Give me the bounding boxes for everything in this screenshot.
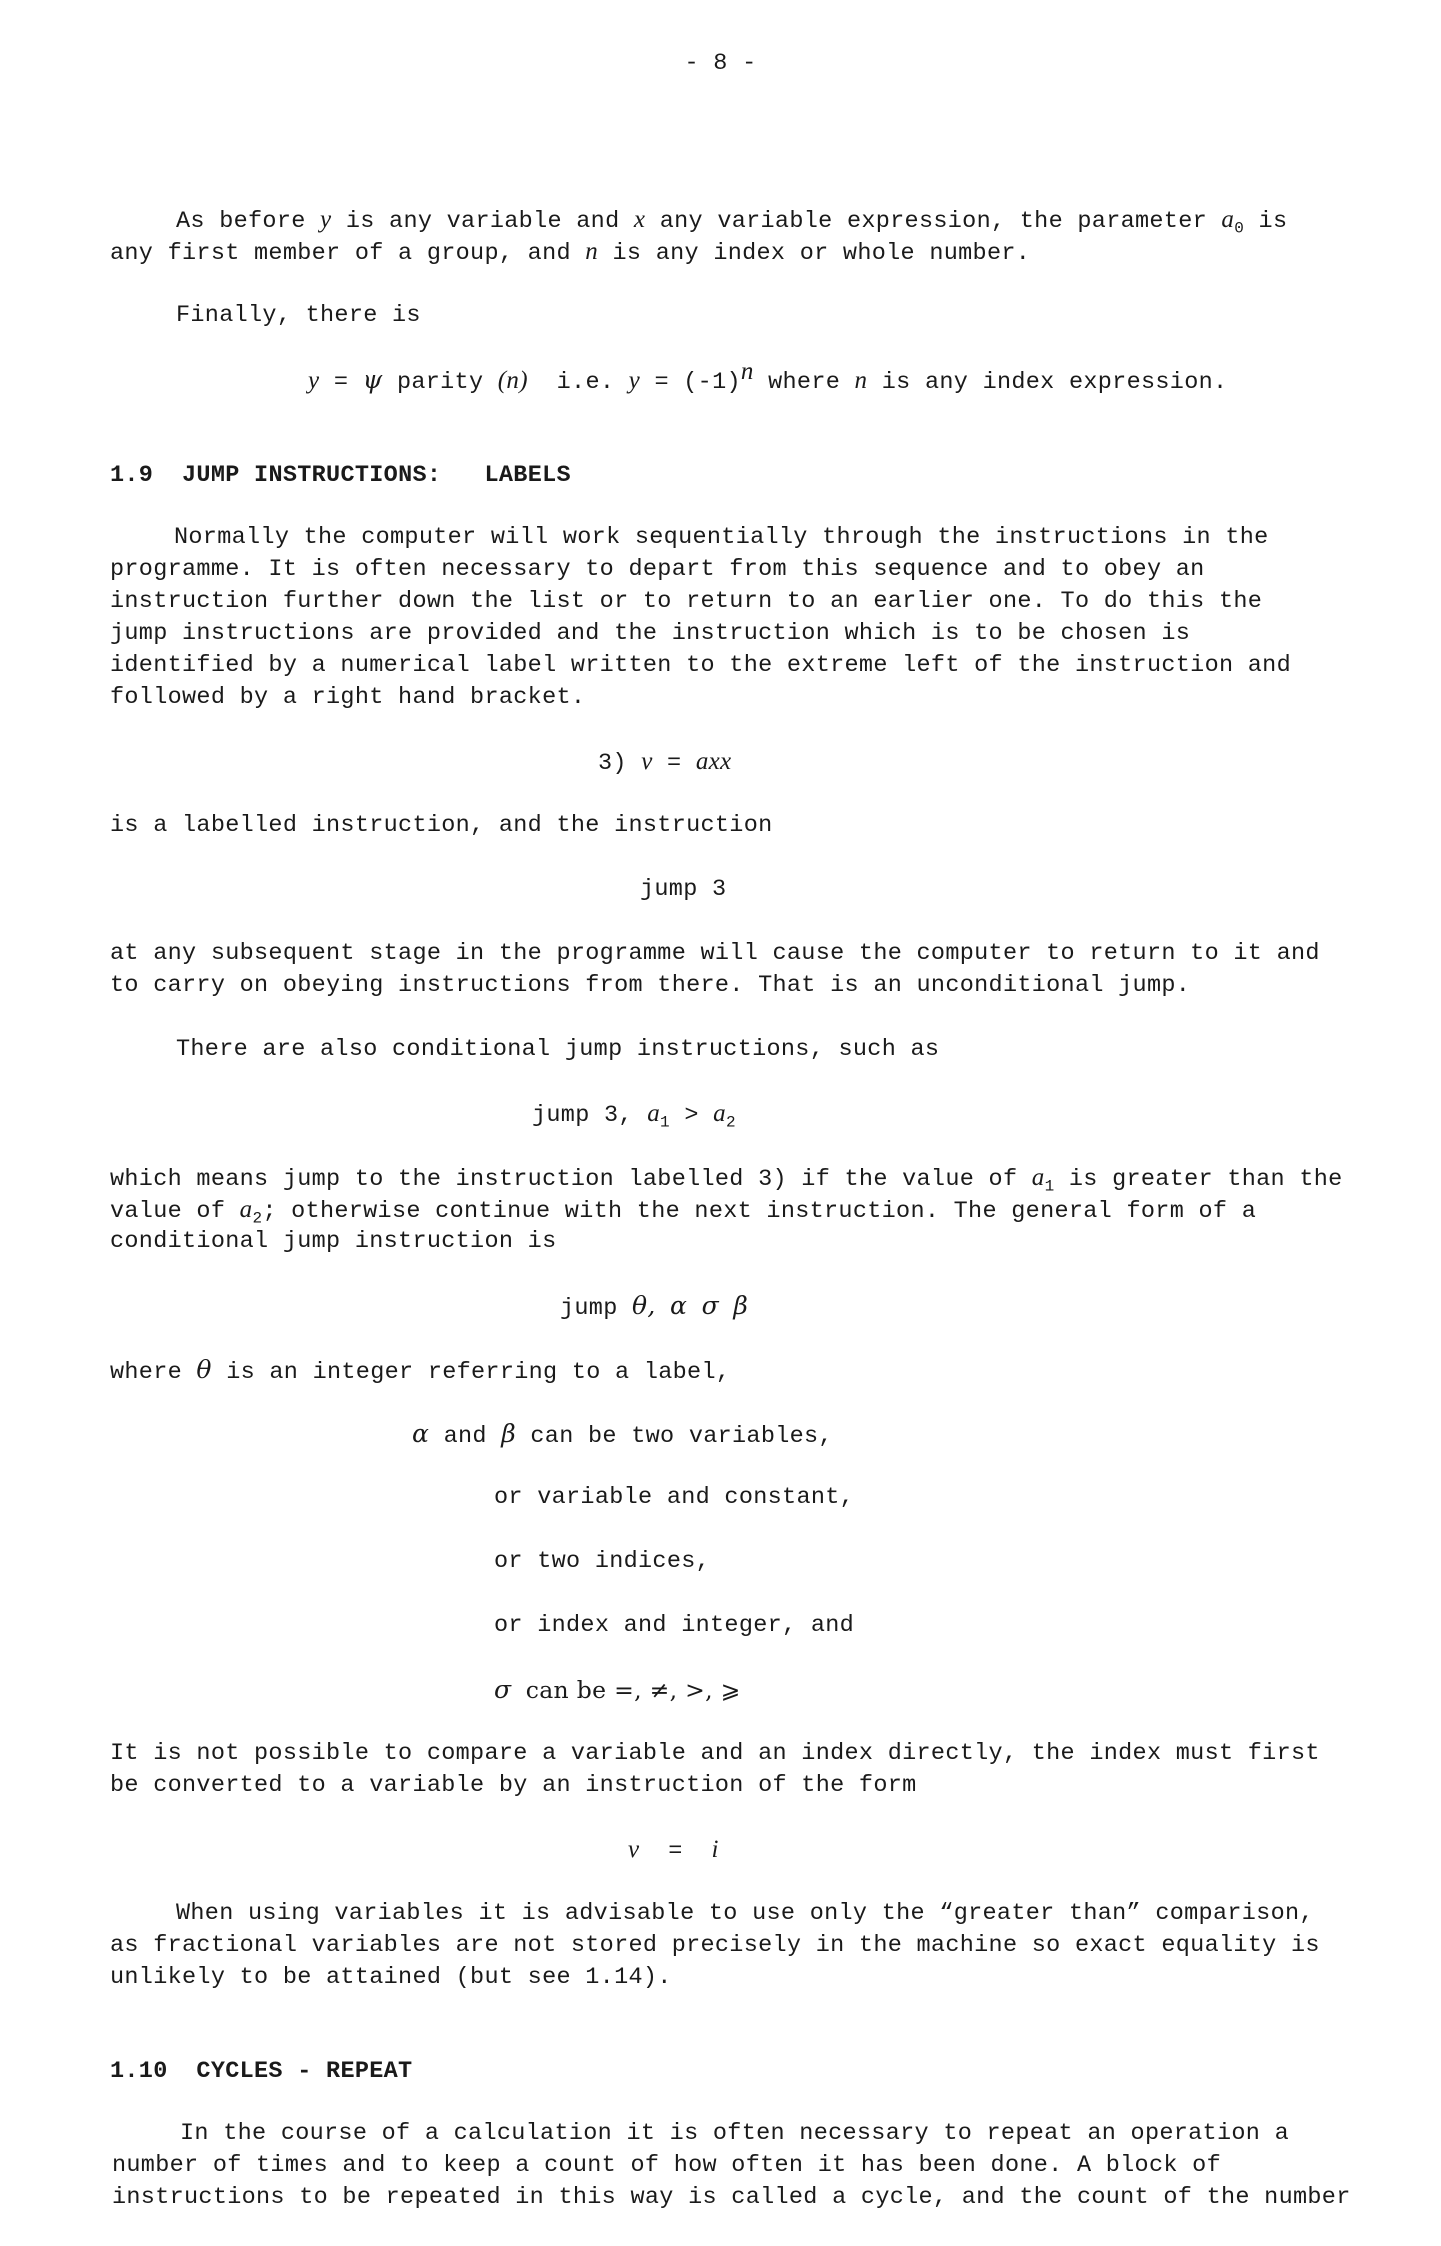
paragraph-line: followed by a right hand bracket. — [110, 684, 586, 711]
paragraph-line: There are also conditional jump instructions, such as — [176, 1036, 940, 1063]
formula-parity: y = ψ parity (n) i.e. $y = (-1)^n$ where n is any index expression. — [308, 358, 1228, 396]
paragraph-line: unlikely to be attained (but see 1.14). — [110, 1964, 672, 1991]
paragraph-line: Finally, there is — [176, 302, 421, 329]
paragraph-line: instructions to be repeated in this way is called a cycle, and the count of the number — [112, 2184, 1351, 2211]
paragraph-line: number of times and to keep a count of how often it has been done. A block of — [112, 2152, 1221, 2179]
paragraph-line: value of $a_2$; otherwise continue with the next instruction. The general form of a — [110, 1196, 1257, 1228]
paragraph-line: be converted to a variable by an instruction of the form — [110, 1772, 917, 1799]
example-general-form: jump θ, α σ β — [560, 1291, 749, 1322]
page-number: - 8 - — [684, 50, 757, 77]
example-jump: jump 3 — [640, 876, 727, 903]
paragraph-line: at any subsequent stage in the programme will cause the computer to return to it and — [110, 940, 1320, 967]
paragraph-line: As before y is any variable and x any variable expression, the parameter $a_0$ is — [176, 206, 1288, 238]
list-item: or index and integer, and — [494, 1612, 855, 1639]
list-item: α and β can be two variables, — [412, 1419, 833, 1450]
paragraph-line: is a labelled instruction, and the instruction — [110, 812, 773, 839]
paragraph-line: where θ is an integer referring to a label, — [110, 1355, 731, 1386]
paragraph-line: any first member of a group, and n is any index or whole number. — [110, 238, 1031, 267]
section-heading-1-9: 1.9 JUMP INSTRUCTIONS: LABELS — [110, 462, 571, 489]
paragraph-line: identified by a numerical label written to the extreme left of the instruction and — [110, 652, 1291, 679]
paragraph-line: Normally the computer will work sequentially through the instructions in the — [174, 524, 1269, 551]
list-item: or two indices, — [494, 1548, 711, 1575]
paragraph-line: instruction further down the list or to return to an earlier one. To do this the — [110, 588, 1263, 615]
paragraph-line: When using variables it is advisable to use only the “greater than” comparison, — [176, 1900, 1314, 1927]
example-conversion: v = i — [628, 1836, 719, 1865]
example-labelled-instruction: 3) v = axx — [598, 748, 732, 777]
example-conditional-jump: jump 3, $a_1 > a_2$ — [532, 1100, 736, 1132]
list-item: or variable and constant, — [494, 1484, 855, 1511]
paragraph-line: as fractional variables are not stored precisely in the machine so exact equality is — [110, 1932, 1320, 1959]
list-item: σ can be =, ≠, >, ⩾ — [494, 1675, 741, 1704]
paragraph-line: It is not possible to compare a variable and an index directly, the index must first — [110, 1740, 1320, 1767]
section-heading-1-10: 1.10 CYCLES - REPEAT — [110, 2058, 413, 2085]
paragraph-line: to carry on obeying instructions from there. That is an unconditional jump. — [110, 972, 1191, 999]
paragraph-line: jump instructions are provided and the instruction which is to be chosen is — [110, 620, 1191, 647]
paragraph-line: In the course of a calculation it is often necessary to repeat an operation a — [180, 2120, 1289, 2147]
paragraph-line: conditional jump instruction is — [110, 1228, 557, 1255]
paragraph-line: which means jump to the instruction labelled 3) if the value of $a_1$ is greater than the — [110, 1164, 1343, 1196]
paragraph-line: programme. It is often necessary to depart from this sequence and to obey an — [110, 556, 1205, 583]
